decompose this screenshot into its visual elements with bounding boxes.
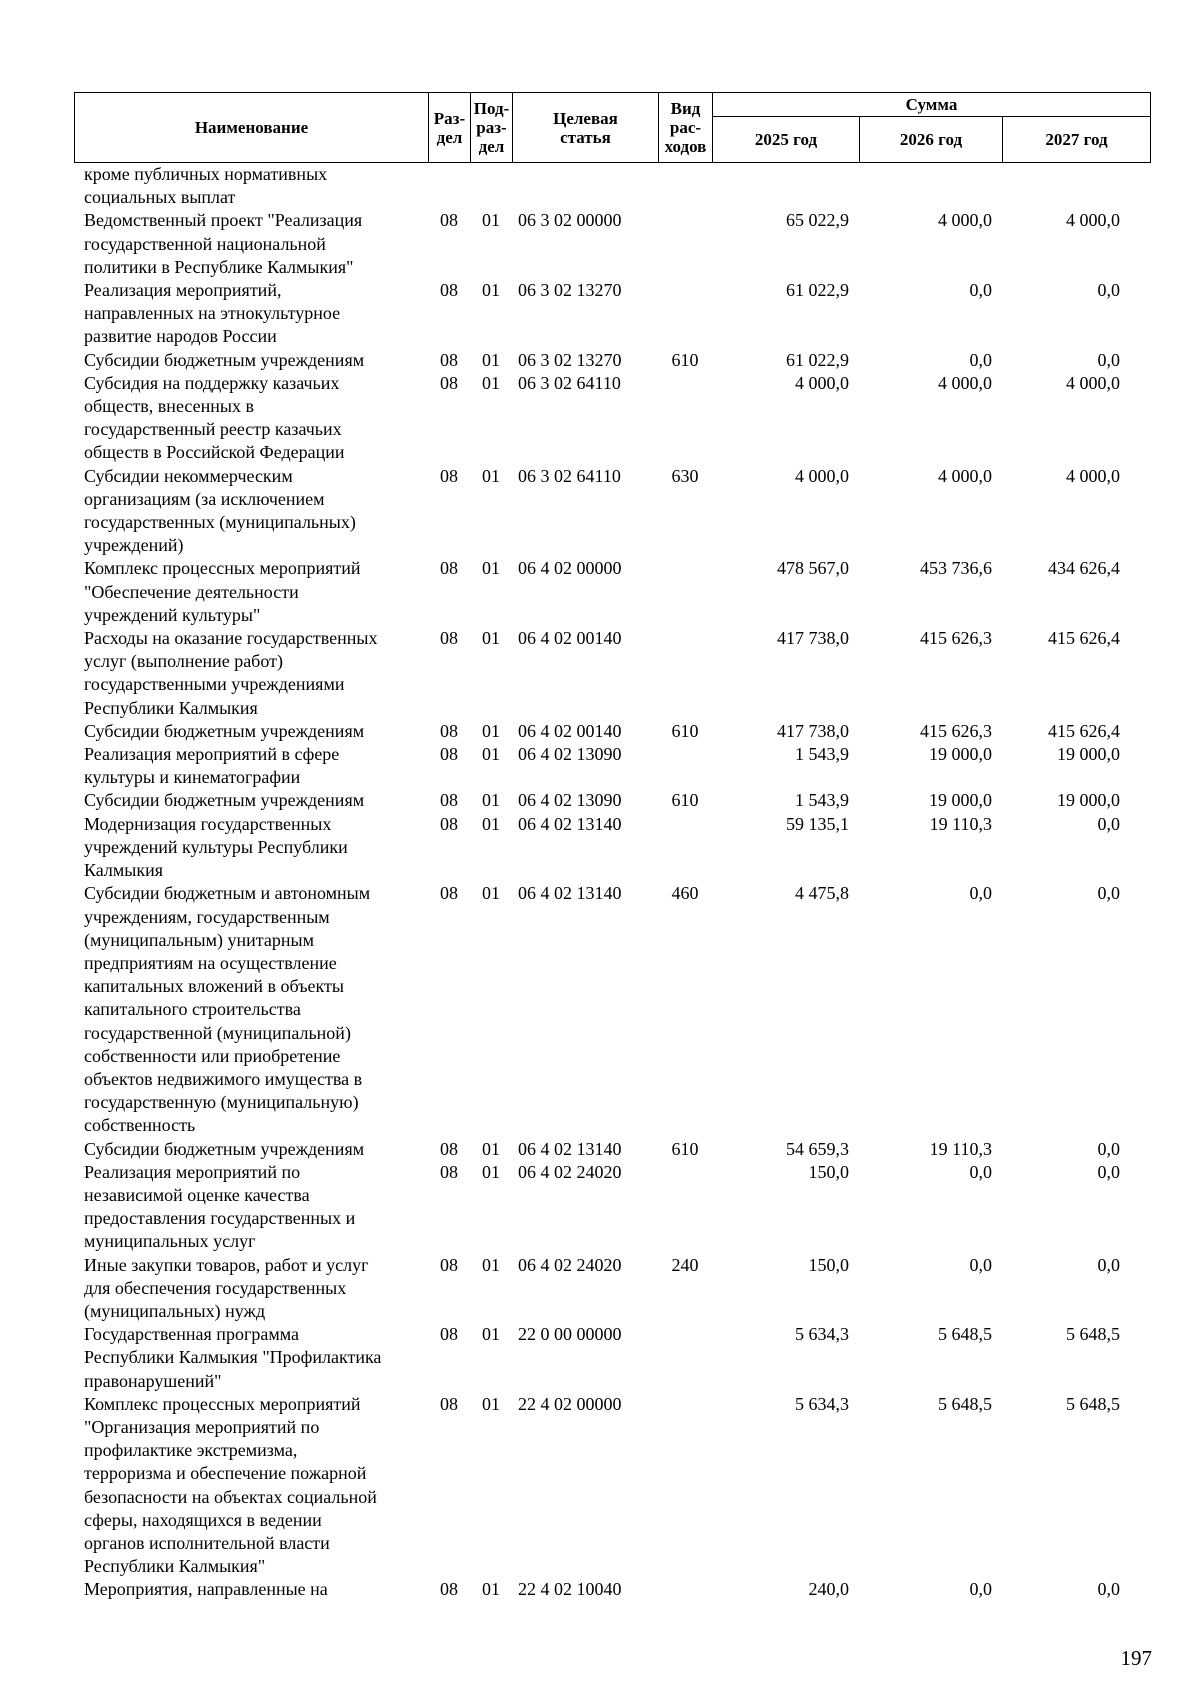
row-razdel: 08 (440, 1254, 458, 1275)
row-podrazdel: 01 (482, 744, 500, 765)
row-name-line: обществ в Российской Федерации (84, 442, 345, 463)
row-name-line: правонарушений" (84, 1370, 222, 1391)
row-expense-type: 240 (671, 1254, 699, 1275)
row-podrazdel: 01 (482, 1254, 500, 1275)
row-name-line: учреждениям, государственным (84, 906, 330, 927)
row-target-article: 06 4 02 13090 (518, 744, 622, 765)
row-amount-2026: 415 626,3 (920, 720, 992, 741)
row-expense-type: 610 (671, 349, 699, 370)
row-name-line: социальных выплат (84, 187, 236, 208)
row-amount-2026: 0,0 (969, 349, 992, 370)
row-expense-type (658, 557, 712, 627)
row-name-line: (муниципальных) нужд (84, 1300, 266, 1321)
row-podrazdel: 01 (482, 883, 500, 904)
row-name-line: Субсидии бюджетным учреждениям (84, 1138, 365, 1159)
row-name-line: Калмыкия (84, 860, 164, 881)
table-body (74, 163, 1150, 1602)
row-name (74, 789, 428, 812)
row-amount-2025: 61 022,9 (786, 349, 849, 370)
row-amount-2026: 19 000,0 (929, 790, 992, 811)
row-name-line: предприятиям на осуществление (84, 952, 337, 973)
row-podrazdel: 01 (482, 790, 500, 811)
row-name-line: направленных на этнокультурное (84, 303, 341, 324)
row-target-article: 06 4 02 13140 (518, 813, 622, 834)
row-name-line: собственность (84, 1115, 196, 1136)
row-amount-2026: 415 626,3 (920, 628, 992, 649)
row-amount-2025: 150,0 (808, 1161, 849, 1182)
row-amount-2025: 1 543,9 (795, 744, 849, 765)
row-name (74, 1138, 428, 1161)
row-target-article (512, 163, 658, 209)
row-expense-type: 630 (671, 465, 699, 486)
row-name (74, 163, 428, 209)
header-podrazdel: Под- раз- дел (471, 93, 513, 163)
row-target-article: 06 4 02 13140 (518, 883, 622, 904)
row-name-line: Реализация мероприятий по (84, 1161, 301, 1182)
header-name: Наименование (75, 93, 429, 163)
row-name-line: терроризма и обеспечение пожарной (84, 1463, 367, 1484)
row-target-article: 06 3 02 64110 (518, 372, 621, 393)
row-name-line: Комплекс процессных мероприятий (84, 558, 361, 579)
row-amount-2026: 0,0 (969, 883, 992, 904)
row-name-line: услуг (выполнение работ) (84, 651, 283, 672)
row-name (74, 372, 428, 465)
table-row (74, 1393, 1150, 1579)
row-amount-2027: 434 626,4 (1048, 558, 1120, 579)
row-target-article: 06 3 02 64110 (518, 465, 621, 486)
row-expense-type: 610 (671, 720, 699, 741)
row-target-article: 06 4 02 00000 (518, 558, 622, 579)
row-amount-2027: 0,0 (1097, 349, 1120, 370)
row-name-line: Реализация мероприятий в сфере (84, 744, 340, 765)
row-amount-2025: 5 634,3 (795, 1393, 849, 1414)
row-expense-type (658, 1323, 712, 1393)
row-name-line: Расходы на оказание государственных (84, 628, 378, 649)
row-name (74, 743, 428, 789)
row-amount-2027: 0,0 (1097, 1161, 1120, 1182)
row-name-line: для обеспечения государственных (84, 1277, 347, 1298)
table-row (74, 209, 1150, 279)
row-target-article: 06 4 02 13090 (518, 790, 622, 811)
row-name-line: учреждений культуры" (84, 604, 261, 625)
row-name-line: политики в Республике Калмыкия" (84, 256, 354, 277)
table-row (74, 743, 1150, 789)
row-expense-type (658, 1161, 712, 1254)
row-podrazdel: 01 (482, 372, 500, 393)
row-podrazdel: 01 (482, 1393, 500, 1414)
row-target-article: 06 3 02 00000 (518, 210, 622, 231)
row-name-line: предоставления государственных и (84, 1208, 356, 1229)
row-amount-2025: 59 135,1 (786, 813, 849, 834)
row-expense-type (658, 813, 712, 883)
row-razdel: 08 (440, 720, 458, 741)
table-row (74, 557, 1150, 627)
row-amount-2027: 0,0 (1097, 280, 1120, 301)
table-row (74, 627, 1150, 720)
row-podrazdel: 01 (482, 349, 500, 370)
row-name (74, 720, 428, 743)
row-amount-2026: 5 648,5 (938, 1324, 992, 1345)
row-podrazdel (470, 163, 512, 209)
row-amount-2027: 5 648,5 (1066, 1324, 1120, 1345)
row-name (74, 882, 428, 1137)
row-target-article: 06 4 02 13140 (518, 1138, 622, 1159)
row-name-line: объектов недвижимого имущества в (84, 1068, 363, 1089)
row-name-line: Иные закупки товаров, работ и услуг (84, 1254, 369, 1275)
row-amount-2025 (712, 163, 859, 209)
row-name-line: Субсидии бюджетным учреждениям (84, 790, 365, 811)
row-name-line: Государственная программа (84, 1324, 299, 1345)
row-amount-2025: 150,0 (808, 1254, 849, 1275)
row-podrazdel: 01 (482, 1161, 500, 1182)
row-podrazdel: 01 (482, 813, 500, 834)
header-summa: Сумма (713, 93, 1151, 117)
row-name-line: организациям (за исключением (84, 488, 325, 509)
row-target-article: 06 4 02 00140 (518, 720, 622, 741)
row-expense-type (658, 163, 712, 209)
row-razdel: 08 (440, 628, 458, 649)
row-amount-2026: 0,0 (969, 1161, 992, 1182)
row-expense-type: 610 (671, 790, 699, 811)
row-name-line: Субсидии бюджетным учреждениям (84, 349, 365, 370)
row-expense-type (658, 1578, 712, 1601)
row-name-line: Субсидия на поддержку казачьих (84, 372, 340, 393)
row-name-line: капитальных вложений в объекты (84, 976, 344, 997)
row-name (74, 1161, 428, 1254)
row-podrazdel: 01 (482, 210, 500, 231)
row-razdel: 08 (440, 1161, 458, 1182)
header-year-2027: 2027 год (1003, 117, 1151, 163)
row-name-line: Субсидии бюджетным и автономным (84, 883, 371, 904)
row-razdel: 08 (440, 465, 458, 486)
row-podrazdel: 01 (482, 628, 500, 649)
row-amount-2026: 453 736,6 (920, 558, 992, 579)
row-name-line: капитального строительства (84, 999, 301, 1020)
row-expense-type: 610 (671, 1138, 699, 1159)
table-row (74, 1161, 1150, 1254)
header-year-2026: 2026 год (860, 117, 1003, 163)
row-amount-2026 (859, 163, 1002, 209)
row-name (74, 465, 428, 558)
row-amount-2025: 5 634,3 (795, 1324, 849, 1345)
row-razdel: 08 (440, 744, 458, 765)
row-name-line: государственных (муниципальных) (84, 512, 356, 533)
row-podrazdel: 01 (482, 720, 500, 741)
row-name-line: учреждений) (84, 535, 184, 556)
row-name-line: Реализация мероприятий, (84, 280, 282, 301)
row-amount-2025: 417 738,0 (777, 628, 849, 649)
row-amount-2027: 0,0 (1097, 883, 1120, 904)
row-name-line: государственную (муниципальную) (84, 1092, 359, 1113)
row-name-line: Субсидии бюджетным учреждениям (84, 720, 365, 741)
row-razdel: 08 (440, 1324, 458, 1345)
row-razdel: 08 (440, 883, 458, 904)
table-row (74, 349, 1150, 372)
row-amount-2026: 19 000,0 (929, 744, 992, 765)
row-name-line: Республики Калмыкия "Профилактика (84, 1347, 382, 1368)
table-row (74, 1578, 1150, 1601)
row-podrazdel: 01 (482, 465, 500, 486)
table-row (74, 1254, 1150, 1324)
row-target-article: 22 4 02 00000 (518, 1393, 622, 1414)
row-amount-2026: 0,0 (969, 1579, 992, 1600)
row-amount-2026: 4 000,0 (938, 372, 992, 393)
row-amount-2025: 478 567,0 (777, 558, 849, 579)
row-name (74, 813, 428, 883)
row-name-line: Комплекс процессных мероприятий (84, 1393, 361, 1414)
table-row (74, 813, 1150, 883)
row-amount-2027: 0,0 (1097, 1579, 1120, 1600)
row-name-line: Республики Калмыкия" (84, 1556, 266, 1577)
row-razdel: 08 (440, 349, 458, 370)
row-amount-2025: 4 000,0 (795, 465, 849, 486)
row-amount-2027: 4 000,0 (1066, 465, 1120, 486)
row-amount-2027: 0,0 (1097, 1254, 1120, 1275)
row-amount-2025: 240,0 (808, 1579, 849, 1600)
row-name-line: государственный реестр казачьих (84, 419, 342, 440)
row-amount-2025: 61 022,9 (786, 280, 849, 301)
row-name-line: государственной (муниципальной) (84, 1022, 351, 1043)
row-amount-2026: 5 648,5 (938, 1393, 992, 1414)
row-name-line: муниципальных услуг (84, 1231, 256, 1252)
row-expense-type: 460 (671, 883, 699, 904)
row-amount-2027: 19 000,0 (1057, 790, 1120, 811)
row-name-line: государственной национальной (84, 233, 326, 254)
row-name-line: Мероприятия, направленные на (84, 1579, 328, 1600)
row-name-line: независимой оценке качества (84, 1184, 310, 1205)
row-name-line: "Организация мероприятий по (84, 1416, 320, 1437)
row-amount-2027: 4 000,0 (1066, 372, 1120, 393)
row-target-article: 06 4 02 24020 (518, 1254, 622, 1275)
row-amount-2026: 0,0 (969, 1254, 992, 1275)
row-razdel: 08 (440, 1393, 458, 1414)
row-amount-2025: 65 022,9 (786, 210, 849, 231)
header-razdel: Раз- дел (429, 93, 471, 163)
row-target-article: 06 3 02 13270 (518, 280, 622, 301)
row-name-line: учреждений культуры Республики (84, 836, 348, 857)
row-razdel: 08 (440, 280, 458, 301)
row-target-article: 06 4 02 24020 (518, 1161, 622, 1182)
row-name (74, 1323, 428, 1393)
row-amount-2026: 19 110,3 (929, 813, 992, 834)
table-row (74, 720, 1150, 743)
row-amount-2026: 4 000,0 (938, 210, 992, 231)
row-name (74, 349, 428, 372)
table-row (74, 789, 1150, 812)
row-target-article: 22 0 00 00000 (518, 1324, 622, 1345)
row-name (74, 1578, 428, 1601)
row-expense-type (658, 209, 712, 279)
header-expense-type: Вид рас- ходов (659, 93, 713, 163)
row-razdel: 08 (440, 1138, 458, 1159)
table-row (74, 279, 1150, 349)
row-razdel: 08 (440, 210, 458, 231)
row-expense-type (658, 627, 712, 720)
row-amount-2026: 0,0 (969, 280, 992, 301)
table-row (74, 372, 1150, 465)
row-amount-2025: 4 000,0 (795, 372, 849, 393)
row-target-article: 06 3 02 13270 (518, 349, 622, 370)
header-target-article: Целевая статья (513, 93, 659, 163)
row-amount-2025: 417 738,0 (777, 720, 849, 741)
row-name-line: кроме публичных нормативных (84, 164, 328, 184)
row-target-article: 22 4 02 10040 (518, 1579, 622, 1600)
row-amount-2027: 0,0 (1097, 1138, 1120, 1159)
row-name (74, 209, 428, 279)
row-amount-2027: 5 648,5 (1066, 1393, 1120, 1414)
row-name-line: органов исполнительной власти (84, 1532, 330, 1553)
row-amount-2027: 4 000,0 (1066, 210, 1120, 231)
row-amount-2025: 54 659,3 (786, 1138, 849, 1159)
row-razdel: 08 (440, 1579, 458, 1600)
row-podrazdel: 01 (482, 280, 500, 301)
row-amount-2025: 4 475,8 (795, 883, 849, 904)
row-name-line: собственности или приобретение (84, 1045, 341, 1066)
row-razdel: 08 (440, 372, 458, 393)
row-podrazdel: 01 (482, 558, 500, 579)
header-year-2025: 2025 год (713, 117, 860, 163)
row-name (74, 557, 428, 627)
row-podrazdel: 01 (482, 1324, 500, 1345)
row-razdel: 08 (440, 790, 458, 811)
table-row (74, 163, 1150, 209)
row-name (74, 1393, 428, 1579)
row-name-line: Республики Калмыкия (84, 697, 258, 718)
table-row (74, 882, 1150, 1137)
row-amount-2027 (1002, 163, 1130, 209)
row-name-line: Ведомственный проект "Реализация (84, 210, 363, 231)
row-name-line: "Обеспечение деятельности (84, 581, 299, 602)
row-name-line: Модернизация государственных (84, 813, 332, 834)
table-header (74, 92, 1151, 163)
row-podrazdel: 01 (482, 1138, 500, 1159)
row-name (74, 1254, 428, 1324)
row-expense-type (658, 743, 712, 789)
row-amount-2027: 415 626,4 (1048, 628, 1120, 649)
table-row (74, 1138, 1150, 1161)
row-amount-2027: 19 000,0 (1057, 744, 1120, 765)
row-razdel (428, 163, 470, 209)
row-name-line: культуры и кинематографии (84, 767, 301, 788)
row-amount-2027: 415 626,4 (1048, 720, 1120, 741)
row-name-line: обществ, внесенных в (84, 396, 254, 417)
row-name-line: Субсидии некоммерческим (84, 465, 293, 486)
row-target-article: 06 4 02 00140 (518, 628, 622, 649)
row-expense-type (658, 279, 712, 349)
row-podrazdel: 01 (482, 1579, 500, 1600)
row-name-line: сферы, находящихся в ведении (84, 1509, 322, 1530)
row-name (74, 627, 428, 720)
row-amount-2026: 4 000,0 (938, 465, 992, 486)
row-expense-type (658, 1393, 712, 1579)
row-name (74, 279, 428, 349)
row-name-line: развитие народов России (84, 326, 277, 347)
table-row (74, 465, 1150, 558)
page-number: 197 (1120, 1646, 1152, 1670)
row-amount-2026: 19 110,3 (929, 1138, 992, 1159)
row-name-line: профилактике экстремизма, (84, 1440, 298, 1461)
row-amount-2027: 0,0 (1097, 813, 1120, 834)
row-razdel: 08 (440, 813, 458, 834)
row-name-line: государственными учреждениями (84, 674, 345, 695)
row-name-line: безопасности на объектах социальной (84, 1486, 377, 1507)
row-amount-2025: 1 543,9 (795, 790, 849, 811)
table-row (74, 1323, 1150, 1393)
row-razdel: 08 (440, 558, 458, 579)
row-expense-type (658, 372, 712, 465)
row-name-line: (муниципальным) унитарным (84, 929, 314, 950)
